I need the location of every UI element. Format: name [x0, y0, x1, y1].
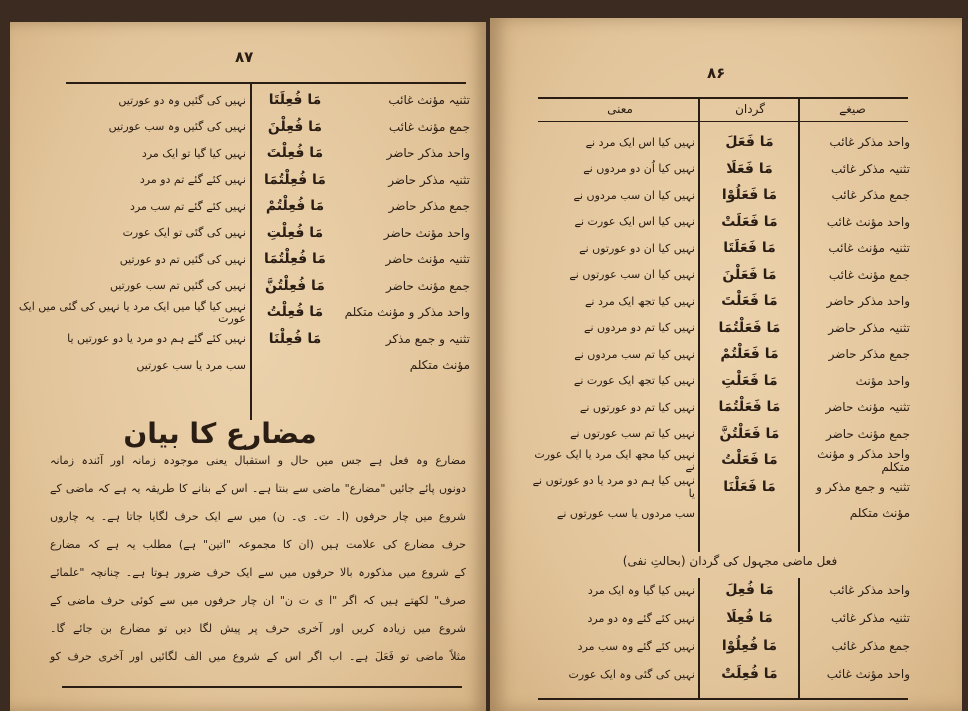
cell-form: مؤنث متکلم — [409, 358, 470, 373]
cell-conjugation: مَا فُعِلْتُ — [266, 304, 324, 321]
cell-meaning: نہیں کیا گیا تو ایک مرد — [141, 146, 246, 160]
cell-form: جمع مؤنث غائب — [828, 267, 910, 282]
cell-form: تثنیہ و جمع مذکر — [385, 331, 470, 346]
cell-conjugation: مَا فَعَلُوْا — [721, 187, 778, 204]
header-meaning: معنی — [607, 102, 633, 116]
table-row — [490, 316, 962, 342]
cell-conjugation: مَا فُعِلْتُمَا — [264, 171, 326, 188]
table-row — [490, 210, 962, 236]
paragraph-line: شروع میں چار حرفوں (ا۔ ت۔ ی۔ ن) میں سے ایک حرف لگایا جاتا ہے۔ یہ چاروں — [50, 510, 466, 523]
cell-conjugation: مَا فَعَلْنَ — [722, 266, 777, 283]
table-row — [10, 274, 486, 300]
cell-meaning: نہیں کیا اس ایک عورت نے — [574, 215, 695, 229]
cell-form: واحد مذکر غائب — [829, 135, 910, 150]
cell-conjugation: مَا فُعِلَتْ — [721, 666, 778, 683]
cell-form: تثنیہ مؤنث حاضر — [825, 400, 910, 415]
cell-conjugation: مَا فُعِلْنَا — [268, 330, 322, 347]
table-row — [490, 448, 962, 474]
cell-meaning: نہیں کیا ہم دو مرد یا دو عورتوں نے یا — [532, 474, 695, 500]
cell-form: مؤنث متکلم — [849, 506, 910, 521]
cell-conjugation: مَا فَعَلَتَا — [723, 240, 776, 257]
table-row — [490, 157, 962, 183]
cell-meaning: نہیں کی گئیں وہ سب عورتیں — [108, 120, 246, 134]
cell-meaning: نہیں کیا ان سب عورتوں نے — [569, 268, 695, 282]
passive-table-subtitle: فعل ماضی مجہول کی گردان (بحالتِ نفی) — [622, 554, 838, 568]
table-row — [490, 289, 962, 315]
cell-conjugation: مَا فَعَلْتَ — [721, 293, 778, 310]
header-form: صیغے — [839, 102, 866, 116]
cell-form: تثنیہ مؤنث غائب — [388, 93, 470, 108]
cell-form: واحد مؤنث غائب — [826, 214, 910, 229]
cell-conjugation: مَا فَعَلَتْ — [721, 213, 778, 230]
cell-conjugation: مَا فُعِلَا — [726, 610, 773, 627]
cell-conjugation: مَا فُعِلْتُمْ — [265, 198, 325, 215]
cell-form: واحد مذکر حاضر — [826, 294, 910, 309]
cell-conjugation: مَا فَعَلْتِ — [721, 372, 778, 389]
table-row — [490, 634, 962, 660]
cell-conjugation: مَا فُعِلْتُنَّ — [265, 277, 325, 294]
cell-form: جمع مؤنث حاضر — [385, 278, 470, 293]
table-row — [10, 141, 486, 167]
page-number: ۸۶ — [707, 64, 726, 82]
cell-conjugation — [702, 501, 797, 527]
table-top-rule — [66, 82, 466, 84]
cell-meaning: نہیں کیا تم سب مردوں نے — [574, 347, 695, 361]
cell-conjugation: مَا فُعِلْتِ — [266, 224, 324, 241]
cell-conjugation: مَا فَعَلْتُ — [721, 452, 778, 469]
cell-form: جمع مذکر حاضر — [828, 347, 910, 362]
section-heading: مضارع کا بیان — [123, 417, 317, 450]
cell-form: واحد مذکر حاضر — [386, 146, 470, 161]
table-row — [490, 606, 962, 632]
cell-meaning: نہیں کی گئیں وہ دو عورتیں — [118, 93, 246, 107]
header-conjugation: گردان — [735, 102, 765, 116]
cell-conjugation: مَا فَعَلْتُمْ — [720, 346, 779, 363]
cell-meaning: نہیں کئے گئے تم دو مرد — [139, 173, 246, 187]
table-row — [490, 501, 962, 527]
cell-form: جمع مؤنث غائب — [388, 119, 470, 134]
cell-meaning: سب مرد یا سب عورتیں — [136, 358, 246, 372]
cell-form: تثنیہ مذکر غائب — [831, 611, 910, 626]
cell-meaning: نہیں کیا تم دو مردوں نے — [584, 321, 695, 335]
table-row — [490, 662, 962, 688]
cell-conjugation: مَا فُعِلَتَا — [268, 92, 322, 109]
cell-form: جمع مذکر غائب — [831, 639, 910, 654]
cell-conjugation: مَا فُعِلَ — [725, 582, 774, 599]
paragraph-line: صرف" لکھتے ہیں کہ اگر "ا ی ت ن" ان چار حرفوں میں سے کوئی حرف ماضی کے — [50, 594, 466, 607]
header-rule — [538, 121, 908, 122]
table-row — [10, 300, 486, 326]
cell-form: واحد مؤنث — [855, 373, 910, 388]
cell-meaning: نہیں کی گئیں تم دو عورتیں — [119, 252, 246, 266]
paragraph-line: مثلاً ماضی تو فَعَلَ ہے۔ اب اگر اس کے شروع میں الف لگائیں اور آخری حرف کو — [50, 650, 466, 663]
cell-meaning: نہیں کی گئیں تم سب عورتیں — [109, 279, 246, 293]
cell-meaning: نہیں کیا تجھ ایک مرد نے — [584, 294, 695, 308]
page-number: ۸۷ — [235, 48, 254, 66]
table-row — [490, 369, 962, 395]
table-row — [490, 342, 962, 368]
table-row — [490, 395, 962, 421]
cell-meaning: نہیں کی گئی وہ ایک عورت — [568, 667, 695, 681]
cell-form: تثنیہ و جمع مذکر و — [816, 479, 910, 494]
cell-form: جمع مذکر غائب — [831, 188, 910, 203]
table-row — [490, 578, 962, 604]
cell-conjugation — [255, 353, 335, 379]
cell-conjugation: مَا فَعَلَا — [726, 160, 773, 177]
cell-form: تثنیہ مؤنث حاضر — [385, 252, 470, 267]
bottom-rule — [538, 698, 908, 700]
cell-form: واحد مؤنث غائب — [826, 667, 910, 682]
cell-meaning: سب مردوں یا سب عورتوں نے — [556, 506, 695, 520]
cell-meaning: نہیں کیا اس ایک مرد نے — [585, 135, 695, 149]
cell-conjugation: مَا فَعَلَ — [725, 134, 774, 151]
table-row — [10, 353, 486, 379]
cell-meaning: نہیں کیا تم سب عورتوں نے — [570, 427, 695, 441]
table-row — [490, 236, 962, 262]
paragraph-line: حرف مضارع کی علامت ہیں (ان کا مجموعہ "اتین" ہے) مطلب یہ ہے کہ مضارع — [50, 538, 466, 551]
cell-form: واحد مؤنث حاضر — [383, 225, 470, 240]
cell-meaning: نہیں کیا مجھ ایک مرد یا ایک عورت نے — [534, 447, 695, 473]
cell-meaning: نہیں کیا گیا میں ایک مرد یا نہیں کی گئی میں ایک عورت — [18, 299, 246, 325]
cell-meaning: نہیں کیا ان دو عورتوں نے — [579, 241, 695, 255]
cell-conjugation: مَا فَعَلْتُمَا — [718, 399, 781, 416]
table-row — [10, 194, 486, 220]
table-row — [490, 263, 962, 289]
cell-meaning: نہیں کیا اُن دو مردوں نے — [583, 162, 695, 176]
cell-form: جمع مذکر حاضر — [388, 199, 470, 214]
cell-meaning: نہیں کیا تم دو عورتوں نے — [579, 400, 695, 414]
cell-form: واحد مذکر و مؤنث متکلم — [344, 305, 470, 320]
paragraph-line: کے شروع میں مذکورہ بالا حرفوں میں سے ایک حرف ضرور ہوتا ہے۔ چنانچہ "علمائے — [50, 566, 466, 579]
table-row — [490, 422, 962, 448]
cell-form: تثنیہ مذکر حاضر — [388, 172, 470, 187]
left-page — [10, 22, 486, 711]
table-row — [10, 247, 486, 273]
cell-form: تثنیہ مؤنث غائب — [828, 241, 910, 256]
right-page — [490, 18, 962, 711]
paragraph-line: دونوں پائے جائیں "مضارع" ماضی سے بنتا ہے۔ اس کے بنانے کا طریقہ یہ ہے کہ ماضی کے — [50, 482, 466, 495]
table-row — [10, 221, 486, 247]
cell-meaning: نہیں کئے گئے ہم دو مرد یا دو عورتیں یا — [67, 332, 246, 346]
cell-form: تثنیہ مذکر غائب — [831, 161, 910, 176]
table-row — [10, 327, 486, 353]
table-row — [10, 115, 486, 141]
cell-conjugation: مَا فَعَلْنَا — [723, 478, 776, 495]
cell-meaning: نہیں کیا ان سب مردوں نے — [573, 188, 695, 202]
paragraph-line: شروع میں زیادہ کریں اور آخری حرف پر پیش لگا دیں تو مضارع بن جائے گا۔ — [50, 622, 466, 635]
body-paragraph — [50, 447, 466, 671]
table-row — [490, 130, 962, 156]
cell-form: واحد مذکر و مؤنث متکلم — [817, 446, 910, 474]
table-row — [10, 168, 486, 194]
table-row — [490, 475, 962, 501]
bottom-rule — [62, 686, 462, 688]
cell-meaning: نہیں کی گئی تو ایک عورت — [122, 226, 246, 240]
cell-meaning: نہیں کئے گئے وہ دو مرد — [587, 611, 695, 625]
cell-conjugation: مَا فُعِلُوْا — [721, 638, 778, 655]
paragraph-line: مضارع وہ فعل ہے جس میں حال و استقبال یعنی موجودہ زمانہ اور آئندہ زمانہ — [50, 454, 466, 467]
cell-conjugation: مَا فُعِلْتَ — [266, 145, 324, 162]
cell-meaning: نہیں کئے گئے وہ سب مرد — [577, 639, 695, 653]
table-top-rule — [538, 97, 908, 99]
cell-form: تثنیہ مذکر حاضر — [828, 320, 910, 335]
table-row — [490, 183, 962, 209]
cell-conjugation: مَا فُعِلْنَ — [267, 118, 323, 135]
cell-form: واحد مذکر غائب — [829, 583, 910, 598]
cell-conjugation: مَا فَعَلْتُمَا — [718, 319, 781, 336]
cell-conjugation: مَا فُعِلْتُمَا — [264, 251, 326, 268]
table-row — [10, 88, 486, 114]
cell-meaning: نہیں کئے گئے تم سب مرد — [130, 199, 246, 213]
cell-meaning: نہیں کیا تجھ ایک عورت نے — [573, 374, 695, 388]
cell-meaning: نہیں کیا گیا وہ ایک مرد — [587, 583, 695, 597]
cell-conjugation: مَا فَعَلْتُنَّ — [719, 425, 780, 442]
cell-form: جمع مؤنث حاضر — [825, 426, 910, 441]
